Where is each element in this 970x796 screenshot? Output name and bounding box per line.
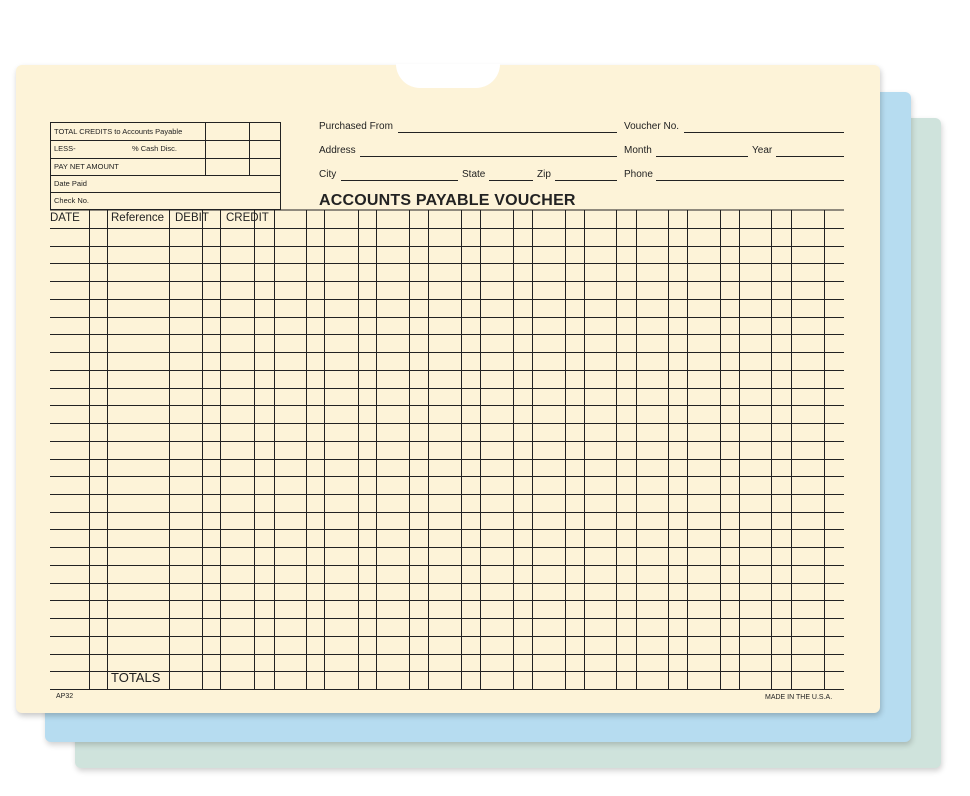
voucher-no-label: Voucher No. xyxy=(624,121,680,132)
address-label: Address xyxy=(319,145,356,156)
reference-column-header: Reference xyxy=(111,212,165,224)
cash-disc-label: % Cash Disc. xyxy=(132,144,178,153)
less-label: LESS- xyxy=(54,144,76,153)
totals-label: TOTALS xyxy=(111,670,161,685)
phone-label: Phone xyxy=(624,169,653,180)
total-credits-label: TOTAL CREDITS to Accounts Payable xyxy=(54,127,183,136)
debit-column-header: DEBIT xyxy=(175,212,209,224)
date-column-header: DATE xyxy=(50,212,80,224)
form-code: AP32 xyxy=(56,693,74,700)
month-label: Month xyxy=(624,145,652,156)
pay-net-amount-label: PAY NET AMOUNT xyxy=(54,162,119,171)
state-label: State xyxy=(462,169,486,180)
voucher-folder-front xyxy=(16,65,880,713)
year-label: Year xyxy=(752,145,773,156)
city-label: City xyxy=(319,169,337,180)
purchased-from-label: Purchased From xyxy=(319,121,393,132)
credit-column-header: CREDIT xyxy=(226,212,269,224)
date-paid-label: Date Paid xyxy=(54,179,87,188)
zip-label: Zip xyxy=(537,169,551,180)
made-in-usa: MADE IN THE U.S.A. xyxy=(765,694,833,701)
ledger-grid xyxy=(16,65,880,713)
form-title: ACCOUNTS PAYABLE VOUCHER xyxy=(319,192,576,209)
check-no-label: Check No. xyxy=(54,196,90,205)
